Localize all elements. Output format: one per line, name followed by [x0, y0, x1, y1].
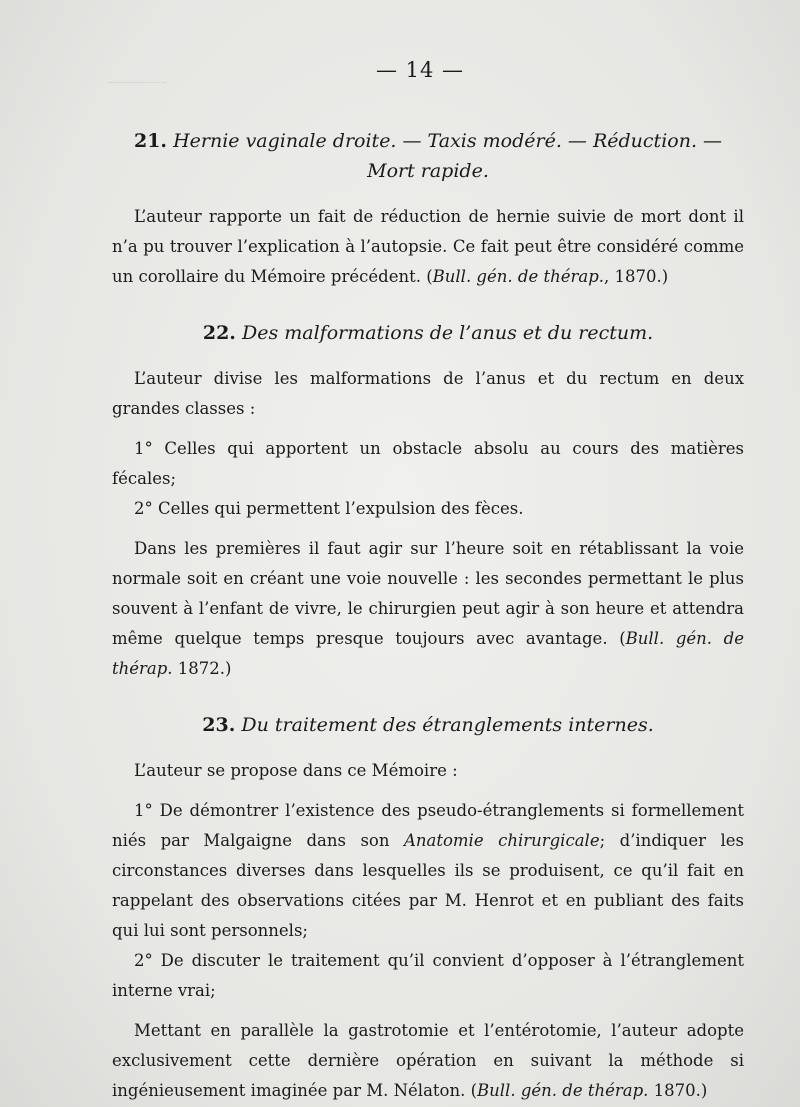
section-21-title: Hernie vaginale droite. — Taxis modéré. — Réduction. — Mort rapide. [173, 130, 723, 182]
page-content [112, 126, 744, 1106]
section-22-heading [112, 318, 744, 348]
page-number: — 14 — [375, 58, 465, 82]
section-23-list-item-2: 2° De discuter le traitement qu’il convient d’opposer à l’étranglement interne vrai; [112, 951, 744, 1000]
section-21-number: 21. [133, 130, 168, 152]
section-22-list-item-1: 1° Celles qui apportent un obstacle absolu au cours des matières fécales; [112, 439, 744, 488]
section-22-list-item-2: 2° Celles qui permettent l’expulsion des fèces. [134, 499, 524, 518]
section-23-number: 23. [202, 714, 236, 736]
section-23-title: Du traitement des étranglements internes. [241, 714, 654, 736]
section-22-paragraph-2: Dans les premières il faut agir sur l’heure soit en rétablissant la voie normale soit en créant une voie nouvelle : les secondes permettant le plus souvent à l’enfant de vivre, le chirurgien peut agir à son heure et attendra même quelque temps presque toujours avec avantage. (Bull. gén. de thérap. 1872.) [112, 539, 744, 678]
bibliographic-reference: Bull. gén. de thérap. [112, 629, 744, 678]
section-23-paragraph-1: L’auteur se propose dans ce Mémoire : [134, 761, 458, 780]
section-23-list-item-1: 1° De démontrer l’existence des pseudo-étranglements si formellement niés par Malgaigne dans son Anatomie chirurgicale; d’indiquer les circonstances diverses dans lesquelles ils se produisent, ce qu’il fait en rappelant des observations citées par M. Henrot et en publiant des faits qui lui sont personnels; [112, 801, 745, 940]
section-22-title: Des malformations de l’anus et du rectum. [241, 322, 654, 344]
bibliographic-reference: Bull. gén. de thérap. [477, 1081, 649, 1100]
section-22-number: 22. [202, 322, 236, 344]
bibliographic-reference: Bull. gén. de thérap. [432, 267, 605, 286]
section-23-heading [112, 710, 744, 740]
section-23-paragraph-2: Mettant en parallèle la gastrotomie et l’entérotomie, l’auteur adopte exclusivement cette dernière opération en suivant la méthode si ingénieusement imaginée par M. Nélaton. (Bull. gén. de thérap. 1870.) [112, 1021, 744, 1100]
section-22-paragraph-1: L’auteur divise les malformations de l’anus et du rectum en deux grandes classes : [112, 369, 744, 418]
work-title-reference: Anatomie chirurgicale [403, 831, 600, 850]
section-21-paragraph-1: L’auteur rapporte un fait de réduction de hernie suivie de mort dont il n’a pu trouver l’explication à l’autopsie. Ce fait peut être considéré comme un corollaire du Mémoire précédent. (Bull. gén. de thérap., 1870.) [112, 207, 744, 286]
section-21-heading [112, 126, 744, 186]
